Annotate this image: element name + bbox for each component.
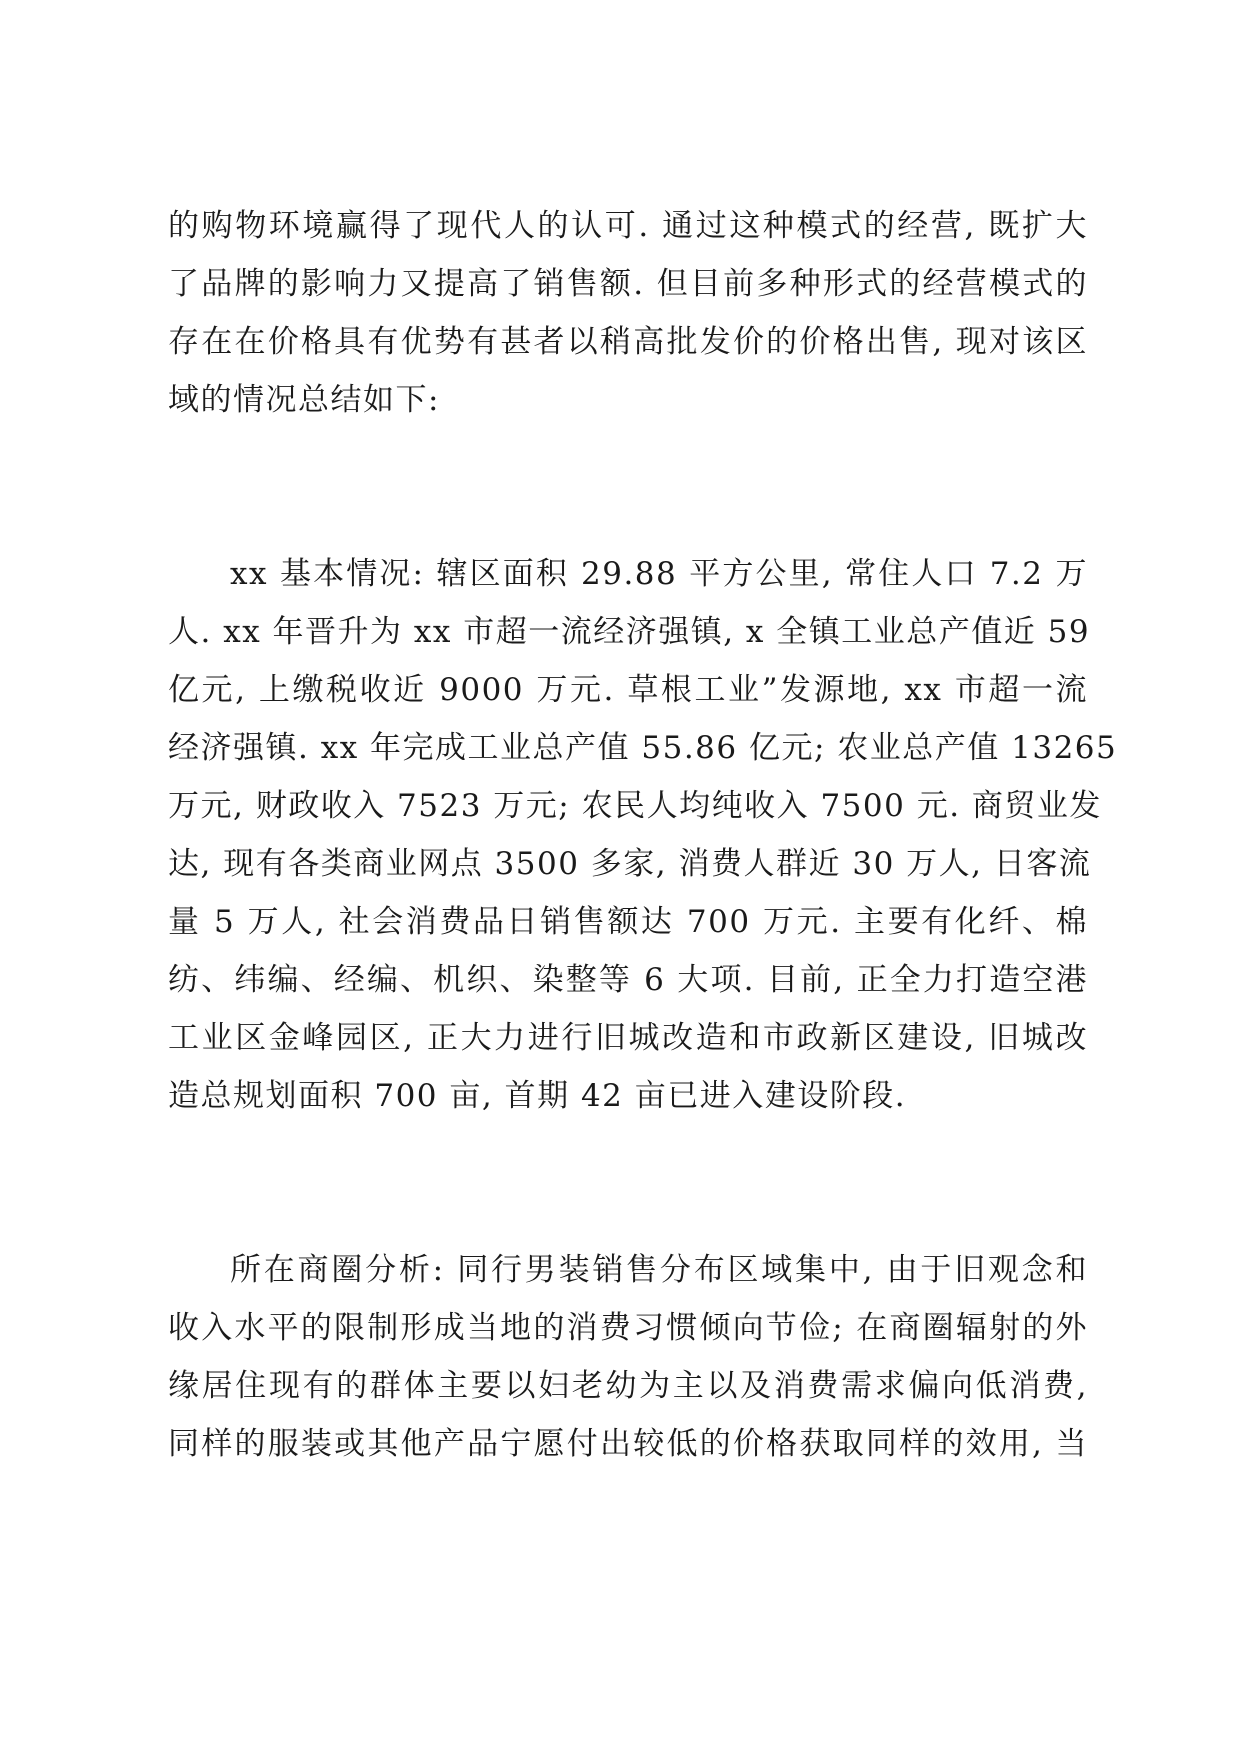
paragraph-1-line-1: 的购物环境赢得了现代人的认可. 通过这种模式的经营, 既扩大 <box>168 208 1088 244</box>
paragraph-2-line-4: 经济强镇. xx 年完成工业总产值 55.86 亿元; 农业总产值 13265 <box>168 730 1118 766</box>
paragraph-2-line-2: 人. xx 年晋升为 xx 市超一流经济强镇, x 全镇工业总产值近 59 <box>168 614 1091 650</box>
paragraph-1-line-4: 域的情况总结如下: <box>168 382 440 418</box>
paragraph-2-line-5: 万元, 财政收入 7523 万元; 农民人均纯收入 7500 元. 商贸业发 <box>168 788 1102 824</box>
paragraph-3-line-2: 收入水平的限制形成当地的消费习惯倾向节俭; 在商圈辐射的外 <box>168 1310 1088 1346</box>
paragraph-1-line-2: 了品牌的影响力又提高了销售额. 但目前多种形式的经营模式的 <box>168 266 1088 302</box>
paragraph-3-line-4: 同样的服装或其他产品宁愿付出较低的价格获取同样的效用, 当 <box>168 1426 1088 1462</box>
paragraph-2-line-7: 量 5 万人, 社会消费品日销售额达 700 万元. 主要有化纤、棉 <box>168 904 1088 940</box>
paragraph-3-line-1: 所在商圈分析: 同行男装销售分布区域集中, 由于旧观念和 <box>230 1252 1088 1288</box>
paragraph-1-line-3: 存在在价格具有优势有甚者以稍高批发价的价格出售, 现对该区 <box>168 324 1088 360</box>
paragraph-3-line-3: 缘居住现有的群体主要以妇老幼为主以及消费需求偏向低消费, <box>168 1368 1088 1404</box>
paragraph-2-line-9: 工业区金峰园区, 正大力进行旧城改造和市政新区建设, 旧城改 <box>168 1020 1088 1056</box>
paragraph-2-line-10: 造总规划面积 700 亩, 首期 42 亩已进入建设阶段. <box>168 1078 907 1114</box>
paragraph-2-line-3: 亿元, 上缴税收近 9000 万元. 草根工业”发源地, xx 市超一流 <box>168 672 1088 708</box>
paragraph-2-line-6: 达, 现有各类商业网点 3500 多家, 消费人群近 30 万人, 日客流 <box>168 846 1092 882</box>
paragraph-2-line-1: xx 基本情况: 辖区面积 29.88 平方公里, 常住人口 7.2 万 <box>230 556 1088 592</box>
paragraph-2-line-8: 纺、纬编、经编、机织、染整等 6 大项. 目前, 正全力打造空港 <box>168 962 1088 998</box>
